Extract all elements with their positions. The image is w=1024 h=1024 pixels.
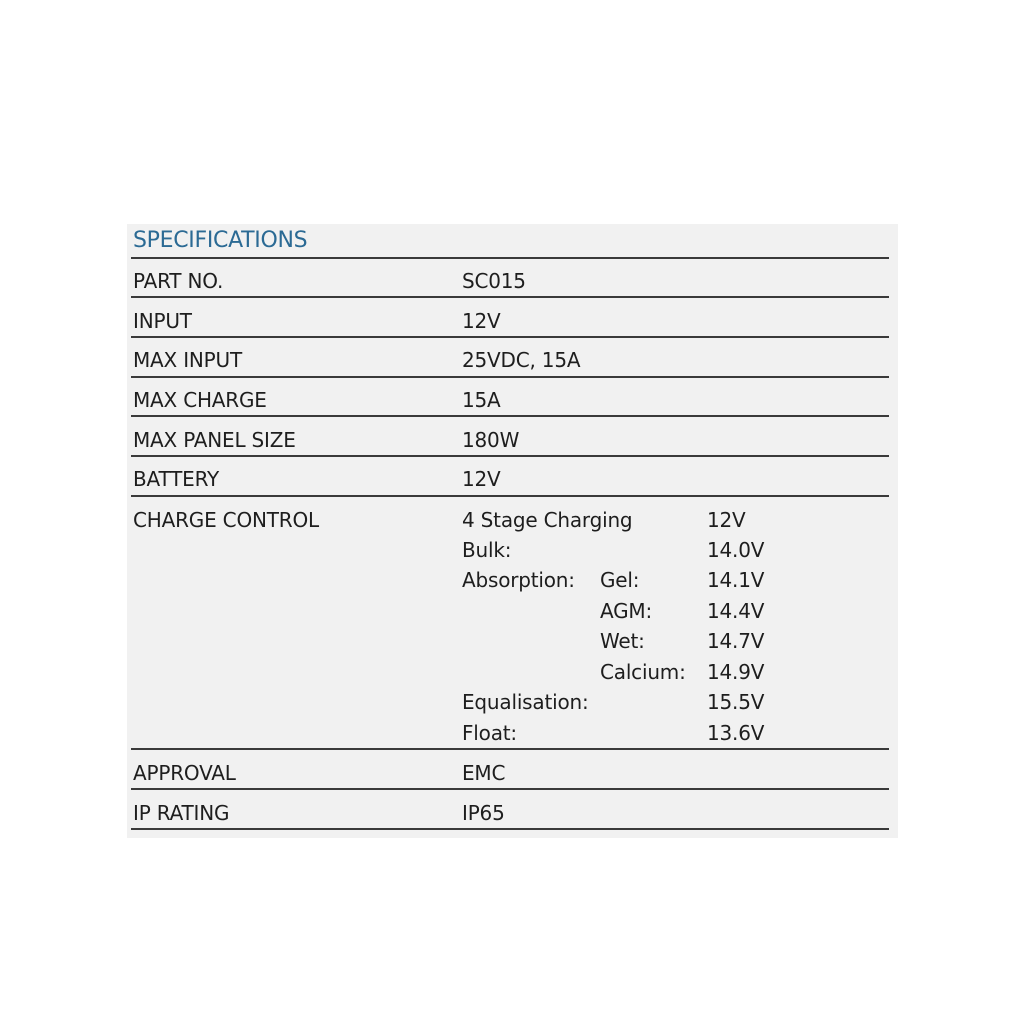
rule xyxy=(131,376,889,378)
charge-stage-name: Absorption: xyxy=(462,568,575,592)
rule xyxy=(131,828,889,830)
rule xyxy=(131,455,889,457)
rule xyxy=(131,296,889,298)
spec-title: SPECIFICATIONS xyxy=(133,228,308,253)
charge-stage-value: 14.9V xyxy=(707,660,765,684)
rule xyxy=(131,336,889,338)
spec-label-battery: BATTERY xyxy=(133,467,220,491)
spec-value-battery: 12V xyxy=(462,467,501,491)
spec-label-approval: APPROVAL xyxy=(133,761,236,785)
spec-label-max-input: MAX INPUT xyxy=(133,348,242,372)
spec-value-approval: EMC xyxy=(462,761,506,785)
charge-battery-type: Calcium: xyxy=(600,660,686,684)
spec-value-max-charge: 15A xyxy=(462,388,501,412)
rule xyxy=(131,415,889,417)
charge-stage-name: Float: xyxy=(462,721,517,745)
spec-label-ip-rating: IP RATING xyxy=(133,801,230,825)
rule xyxy=(131,257,889,259)
charge-stage-value: 13.6V xyxy=(707,721,765,745)
spec-label-input: INPUT xyxy=(133,309,192,333)
charge-stage-value: 14.0V xyxy=(707,538,765,562)
spec-value-max-input: 25VDC, 15A xyxy=(462,348,581,372)
spec-label-max-panel-size: MAX PANEL SIZE xyxy=(133,428,296,452)
spec-label-part-no: PART NO. xyxy=(133,269,224,293)
charge-stage-value: 12V xyxy=(707,508,746,532)
spec-value-ip-rating: IP65 xyxy=(462,801,505,825)
spec-value-max-panel-size: 180W xyxy=(462,428,520,452)
spec-label-max-charge: MAX CHARGE xyxy=(133,388,267,412)
charge-stage-name: Equalisation: xyxy=(462,690,589,714)
charge-stage-name: 4 Stage Charging xyxy=(462,508,633,532)
charge-stage-value: 14.1V xyxy=(707,568,765,592)
charge-battery-type: Wet: xyxy=(600,629,645,653)
spec-value-input: 12V xyxy=(462,309,501,333)
charge-stage-value: 15.5V xyxy=(707,690,765,714)
charge-stage-value: 14.7V xyxy=(707,629,765,653)
spec-value-part-no: SC015 xyxy=(462,269,526,293)
charge-stage-name: Bulk: xyxy=(462,538,512,562)
charge-stage-value: 14.4V xyxy=(707,599,765,623)
rule xyxy=(131,788,889,790)
spec-label-charge-control: CHARGE CONTROL xyxy=(133,508,319,532)
charge-battery-type: AGM: xyxy=(600,599,653,623)
rule xyxy=(131,748,889,750)
rule xyxy=(131,495,889,497)
charge-battery-type: Gel: xyxy=(600,568,640,592)
